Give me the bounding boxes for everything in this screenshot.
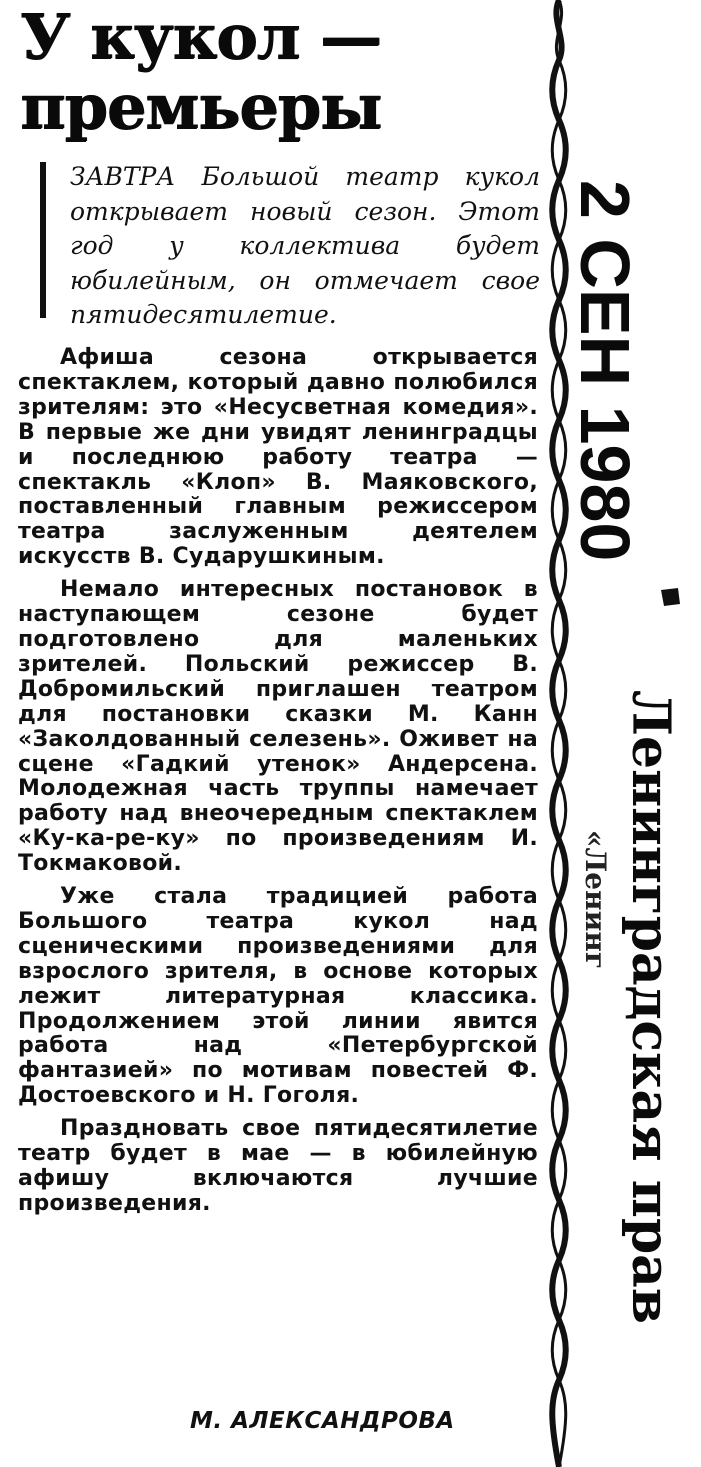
article-paragraph-2: Немало интересных постановок в наступающем сезоне будет подготовлено для маленьких зрителей. Польский режиссер В. Добромильский приглашен театром для постановки сказки М. Канн «Заколдованный селезень». Оживет на сцене «Гадкий утенок» Андерсена. Молодежная часть труппы намечает работу над внеочередным спектаклем «Ку-ка-ре-ку» по произведениям И. Токмаковой.: [18, 577, 538, 877]
article-paragraph-3: Уже стала традицией работа Большого театра кукол над сценическими произведениями для взрослого зрителя, в основе которых лежит литературная классика. Продолжением этой линии явится работа над «Петербургской фантазией» по мотивам повестей Ф. Достоевского и Н. Гоголя.: [18, 884, 538, 1109]
article-headline: [20, 2, 540, 142]
stamp-blot-icon: [658, 586, 682, 608]
newspaper-masthead: Ленинградская прав: [620, 690, 681, 1325]
date-stamp: 2 СЕН 1980: [566, 180, 644, 562]
article-lead: ЗАВТРА Большой театр кукол открывает новый сезон. Этот год у коллектива будет юбилейным, он отмечает свое пятидесятилетие.: [70, 162, 540, 329]
article-paragraph-1: Афиша сезона открывается спектаклем, который давно полюбился зрителям: это «Несусветная комедия». В первые же дни увидят ленинградцы и последнюю работу театра — спектакль «Клоп» В. Маяковского, поставленный главным режиссером театра заслуженным деятелем искусств В. Сударушкиным.: [18, 345, 538, 570]
article-signature: М. АЛЕКСАНДРОВА: [190, 1408, 455, 1434]
article-body: [18, 346, 538, 1225]
article-paragraph-4: Праздновать свое пятидесятилетие театр будет в мае — в юбилейную афишу включаются лучшие произведения.: [18, 1116, 538, 1216]
newspaper-name-small: «Ленинг: [579, 830, 612, 969]
lead-rule: [40, 162, 46, 318]
headline-line-2: премьеры: [20, 70, 382, 143]
headline-line-1: У кукол —: [20, 0, 381, 73]
